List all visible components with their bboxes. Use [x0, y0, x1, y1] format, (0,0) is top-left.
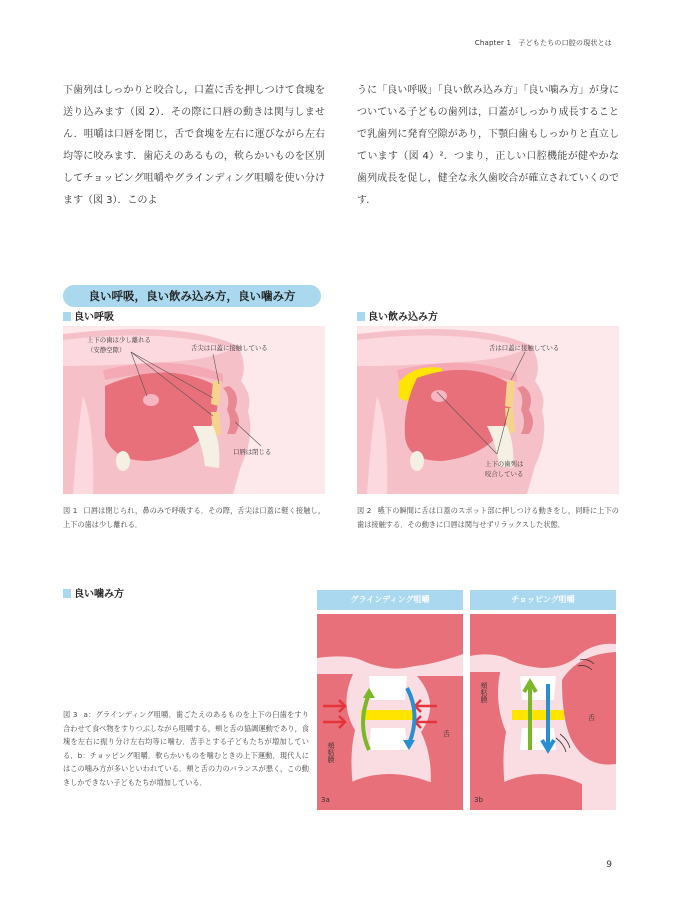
fig2-heading-text: 良い飲み込み方	[368, 312, 438, 323]
upper-tissue	[317, 614, 463, 669]
heading-marker	[357, 312, 365, 321]
fig2-caption-text: 嚥下の瞬間に舌は口蓋のスポット部に押しつける動きをし，同時に上下の歯は接触する．その動きに口唇は関与せずリラックスした状態．	[357, 506, 619, 529]
upper-molar	[369, 676, 407, 700]
fig3-caption-label: 図 3	[63, 710, 78, 719]
hyoid-bone	[410, 451, 424, 471]
fig3-caption	[63, 708, 309, 789]
fig3a-label-cheek: 頬粘膜	[327, 742, 335, 763]
body-text-right: うに「良い呼吸」「良い飲み込み方」「良い噛み方」が身についている子どもの歯列は，口蓋がしっかり成長することで乳歯列に発育空隙があり，下顎臼歯もしっかりと直立しています（図 4）²．つまり，正しい口腔機能が健やかな歯列成長を促し，健全な永久歯咬合が確立されていくのです．	[357, 85, 619, 206]
fig2-caption	[357, 504, 619, 531]
lower-tissue	[500, 774, 582, 810]
heading-marker	[63, 312, 71, 321]
fig3-heading-text: 良い噛み方	[74, 589, 124, 600]
fig3b-title: チョッピング咀嚼	[470, 590, 616, 610]
lower-molar	[369, 728, 407, 750]
fig2-label-occlusion: 咬合している	[485, 470, 524, 478]
fig3b-svg	[470, 614, 616, 810]
section-banner: 良い呼吸，良い飲み込み方，良い噛み方	[63, 285, 321, 307]
food	[512, 710, 564, 720]
running-head: Chapter 1 子どもたちの口腔の現状とは	[474, 39, 612, 47]
fig3a-illustration	[317, 614, 463, 810]
motion-mark-icon	[556, 734, 570, 752]
fig2-svg	[357, 326, 619, 494]
fig3b-label-tongue: 舌	[588, 714, 595, 722]
fig1-caption-text: 口唇は閉じられ，鼻のみで呼吸する．その際，舌尖は口蓋に軽く接触し，上下の歯は少し離れる．	[63, 506, 326, 529]
fig3-heading	[63, 588, 124, 602]
heading-marker	[63, 589, 71, 598]
page-number: 9	[606, 860, 612, 870]
fig2-heading	[357, 311, 438, 325]
fig1-caption	[63, 504, 325, 531]
fig1-svg	[63, 326, 325, 494]
fig1-caption-label: 図 1	[63, 506, 78, 515]
fig3-caption-text: a：グラインディング咀嚼．歯ごたえのあるものを上下の臼歯をすり合わせて食べ物をすりつぶしながら咀嚼する，頬と舌の協調運動であり，食塊を左右に振り分け左右均等に噛む．苦手とする子どもたちが増加している．b：チョッピング咀嚼．軟らかいものを噛むときの上下運動．現代人にはこの噛み方が多いといわれている．頬と舌の力のバランスが悪く，この動きしかできない子どもたちが増加している．	[63, 710, 309, 787]
tongue-spot	[143, 394, 159, 406]
fig3a-label-tongue: 舌	[443, 730, 450, 738]
fig3a-panel-id: 3a	[321, 796, 330, 804]
lower-tissue	[347, 774, 435, 810]
fig1-label-gap: （安静空隙）	[87, 346, 126, 354]
fig2-illustration	[357, 326, 619, 494]
fig3b-illustration	[470, 614, 616, 810]
fig3b-panel-id: 3b	[474, 796, 483, 804]
curved-arrow-up-icon	[363, 694, 369, 750]
fig1-illustration	[63, 326, 325, 494]
fig2-label-tongue: 舌は口蓋に接触している	[489, 344, 560, 352]
fig3a-title: グラインディング咀嚼	[317, 590, 463, 610]
hyoid-bone	[116, 451, 130, 471]
fig1-label-lips: 口唇は閉じる	[233, 448, 272, 456]
fig1-heading	[63, 311, 114, 325]
fig3b-label-cheek: 頬粘膜	[480, 682, 488, 703]
fig1-heading-text: 良い呼吸	[74, 312, 114, 323]
body-text-left: 下歯列はしっかりと咬合し，口蓋に舌を押しつけて食塊を送り込みます（図 2）．その際に口唇の動きは関与しません．咀嚼は口唇を閉じ，舌で食塊を左右に運びながら左右均等に咬みます．歯応えのあるもの，軟らかいものを区別してチョッピング咀嚼やグラインディング咀嚼を使い分けます（図 3）．このよ	[63, 85, 325, 206]
food	[361, 710, 413, 720]
fig1-label-teeth: 上下の歯は少し離れる	[87, 336, 151, 344]
fig2-label-teeth: 上下の歯列は	[485, 460, 524, 468]
fig2-caption-label: 図 2	[357, 506, 372, 515]
fig3a-svg	[317, 614, 463, 810]
fig1-label-tongue: 舌尖は口蓋に接触している	[191, 344, 268, 352]
